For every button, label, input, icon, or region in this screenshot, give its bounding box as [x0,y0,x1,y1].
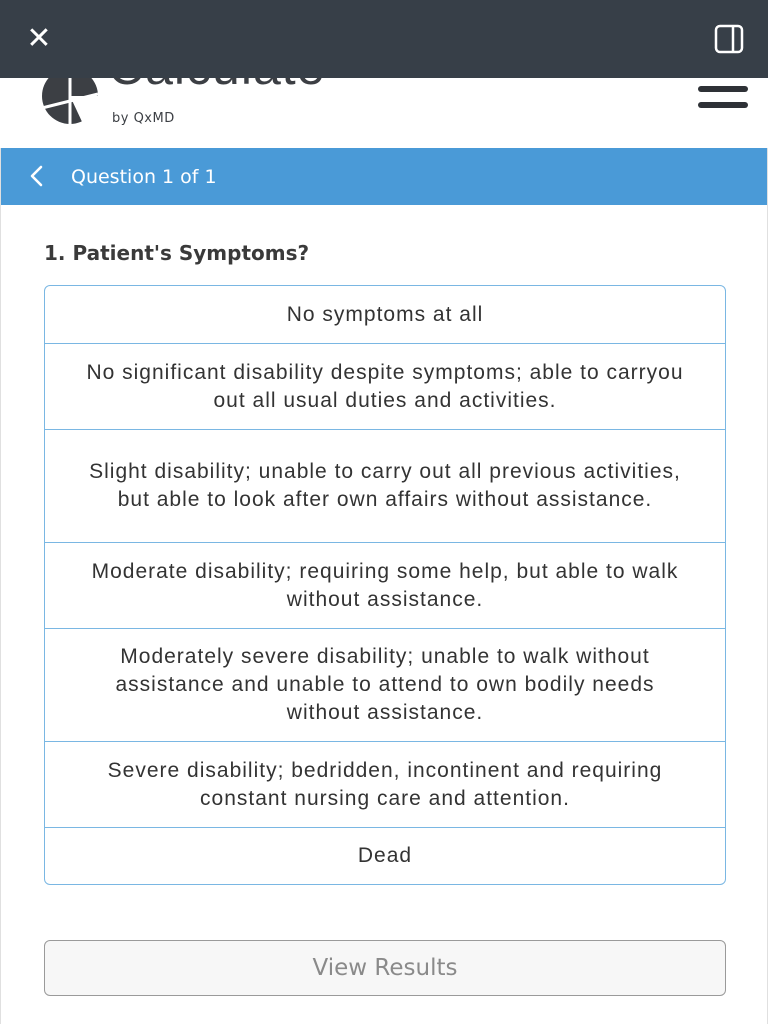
question-title: 1. Patient's Symptoms? [44,241,310,265]
sidebar-panel-icon[interactable] [714,24,744,54]
menu-line [698,86,748,92]
close-icon[interactable]: ✕ [26,21,52,56]
question-counter: Question 1 of 1 [71,166,217,188]
answer-option[interactable]: Moderate disability; requiring some help, but able to walk without assistance. [45,542,725,628]
answer-option[interactable]: No symptoms at all [286,302,484,326]
question-nav-bar [0,148,768,205]
answer-option[interactable]: Moderately severe disability; unable to walk without assistance and unable to attend to own bodily needs without assistance. [45,628,725,741]
answer-option[interactable]: Slight disability; unable to carry out all previous activities, but able to look after own affairs without assistance. [45,429,725,542]
answer-options [44,285,726,885]
hamburger-menu-icon[interactable] [698,86,748,112]
logo-subtitle: by QxMD [112,111,175,126]
menu-line [698,102,748,108]
view-results-button[interactable]: View Results [44,940,726,996]
app-header [0,78,768,148]
answer-option[interactable]: Dead [45,827,725,884]
browser-toolbar [0,0,768,78]
chevron-left-icon[interactable] [25,162,49,190]
answer-option[interactable]: No significant disability despite symptoms; able to carryou out all usual duties and activities. [45,343,725,429]
question-content [0,205,768,1024]
answer-option[interactable]: Severe disability; bedridden, incontinent and requiring constant nursing care and attention. [45,741,725,827]
